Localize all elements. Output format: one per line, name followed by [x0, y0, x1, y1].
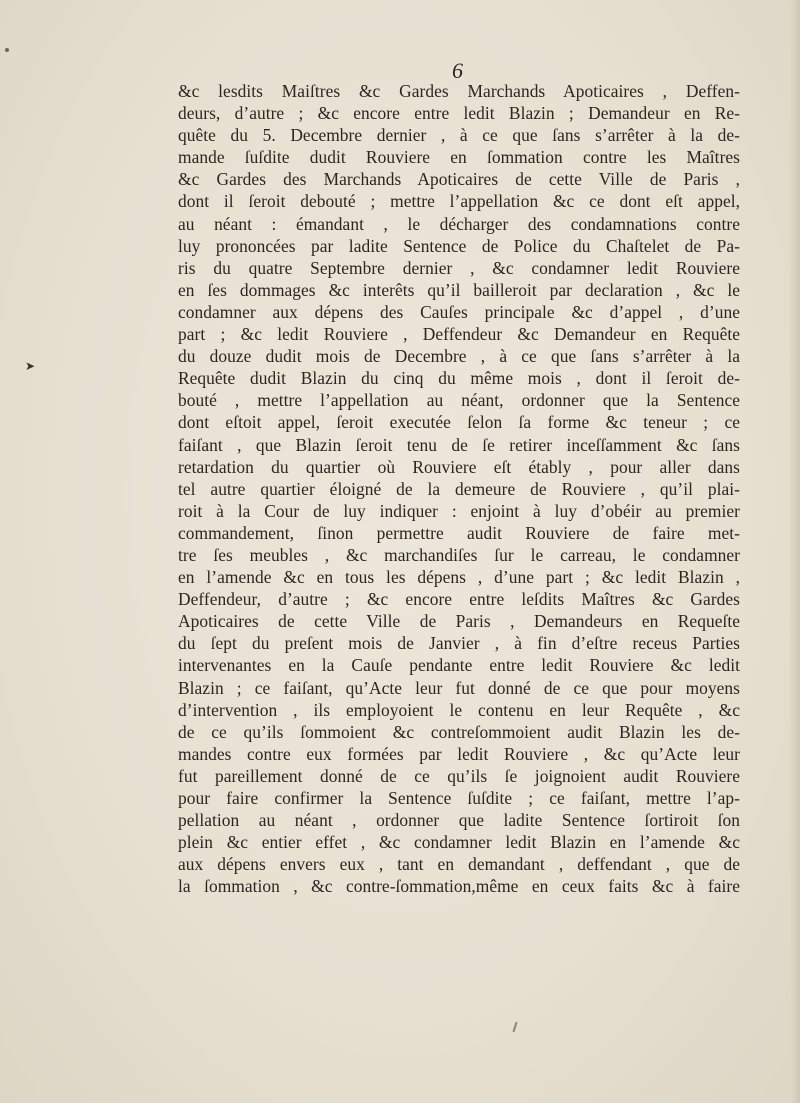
- text-line: de ce qu’ils ſommoient &c contreſommoient audit Blazin les de-: [178, 721, 740, 742]
- text-line: &c Gardes des Marchands Apoticaires de cette Ville de Paris ,: [178, 169, 740, 190]
- text-line: condamner aux dépens des Cauſes principale &c d’appel , d’une: [178, 301, 740, 322]
- text-line: deurs, d’autre ; &c encore entre ledit Blazin ; Demandeur en Re-: [178, 103, 740, 124]
- page-number: 6: [452, 58, 463, 83]
- text-line: ris du quatre Septembre dernier , &c condamner ledit Rouviere: [178, 257, 740, 278]
- text-line: &c lesdits Maiſtres &c Gardes Marchands Apoticaires , Deffen-: [178, 81, 740, 101]
- text-line: dont il ſeroit debouté ; mettre l’appellation &c ce dont eſt appel,: [178, 191, 740, 212]
- text-line: fut pareillement donné de ce qu’ils ſe joignoient audit Rouviere: [178, 765, 740, 786]
- text-line: aux dépens envers eux , tant en demandant , deffendant , que de: [178, 854, 740, 875]
- text-line: au néant : émandant , le décharger des condamnations contre: [178, 213, 740, 234]
- text-line: luy prononcées par ladite Sentence de Police du Chaſtelet de Pa-: [178, 235, 740, 256]
- text-line: Blazin ; ce faiſant, qu’Acte leur fut donné de ce que pour moyens: [178, 677, 740, 698]
- text-line: en ſes dommages &c interêts qu’il bailleroit par declaration , &c le: [178, 279, 740, 300]
- text-line: plein &c entier effet , &c condamner ledit Blazin en l’amende &c: [178, 832, 740, 853]
- text-line: mandes contre eux formées par ledit Rouviere , &c qu’Acte leur: [178, 743, 740, 764]
- text-line: faiſant , que Blazin ſeroit tenu de ſe retirer inceſſamment &c ſans: [178, 434, 740, 455]
- text-line: commandement, ſinon permettre audit Rouviere de faire met-: [178, 522, 740, 543]
- ink-stain: [5, 48, 9, 52]
- text-line: Apoticaires de cette Ville de Paris , Demandeurs en Requeſte: [178, 611, 740, 632]
- text-line: Deffendeur, d’autre ; &c encore entre leſdits Maîtres &c Gardes: [178, 589, 740, 610]
- text-line: d’intervention , ils employoient le contenu en leur Requête , &c: [178, 699, 740, 720]
- text-line: pour faire confirmer la Sentence ſuſdite ; ce faiſant, mettre l’ap-: [178, 788, 740, 808]
- text-line: intervenantes en la Cauſe pendante entre ledit Rouviere &c ledit: [178, 655, 740, 676]
- body-text: [178, 80, 740, 897]
- text-line: du ſept du preſent mois de Janvier , à fin d’eſtre receus Parties: [178, 633, 740, 654]
- text-line: dont eſtoit appel, ſeroit executée ſelon ſa forme &c teneur ; ce: [178, 412, 740, 433]
- text-line: en l’amende &c en tous les dépens , d’une part ; &c ledit Blazin ,: [178, 567, 740, 588]
- text-line: quête du 5. Decembre dernier , à ce que ſans s’arrêter à la de-: [178, 125, 740, 146]
- margin-mark-icon: ➤: [25, 359, 36, 373]
- text-line: du douze dudit mois de Decembre , à ce que ſans s’arrêter à la: [178, 346, 740, 367]
- text-line: Requête dudit Blazin du cinq du même mois , dont il ſeroit de-: [178, 368, 740, 389]
- page-edge-shadow: [790, 0, 800, 1103]
- text-line: mande ſuſdite dudit Rouviere en ſommation contre les Maîtres: [178, 147, 740, 168]
- text-line: roit à la Cour de luy indiquer : enjoint à luy d’obéir au premier: [178, 500, 740, 521]
- text-line: la ſommation , &c contre-ſommation,même en ceux faits &c à faire: [178, 876, 740, 897]
- text-line: retardation du quartier où Rouviere eſt étably , pour aller dans: [178, 456, 740, 477]
- ink-mark: [513, 1022, 518, 1032]
- text-line: bouté , mettre l’appellation au néant, ordonner que la Sentence: [178, 390, 740, 411]
- text-line: part ; &c ledit Rouviere , Deffendeur &c Demandeur en Requête: [178, 324, 740, 345]
- text-line: tre ſes meubles , &c marchandiſes ſur le carreau, le condamner: [178, 544, 740, 565]
- text-line: pellation au néant , ordonner que ladite Sentence ſortiroit ſon: [178, 810, 740, 831]
- text-line: tel autre quartier éloigné de la demeure de Rouviere , qu’il plai-: [178, 478, 740, 499]
